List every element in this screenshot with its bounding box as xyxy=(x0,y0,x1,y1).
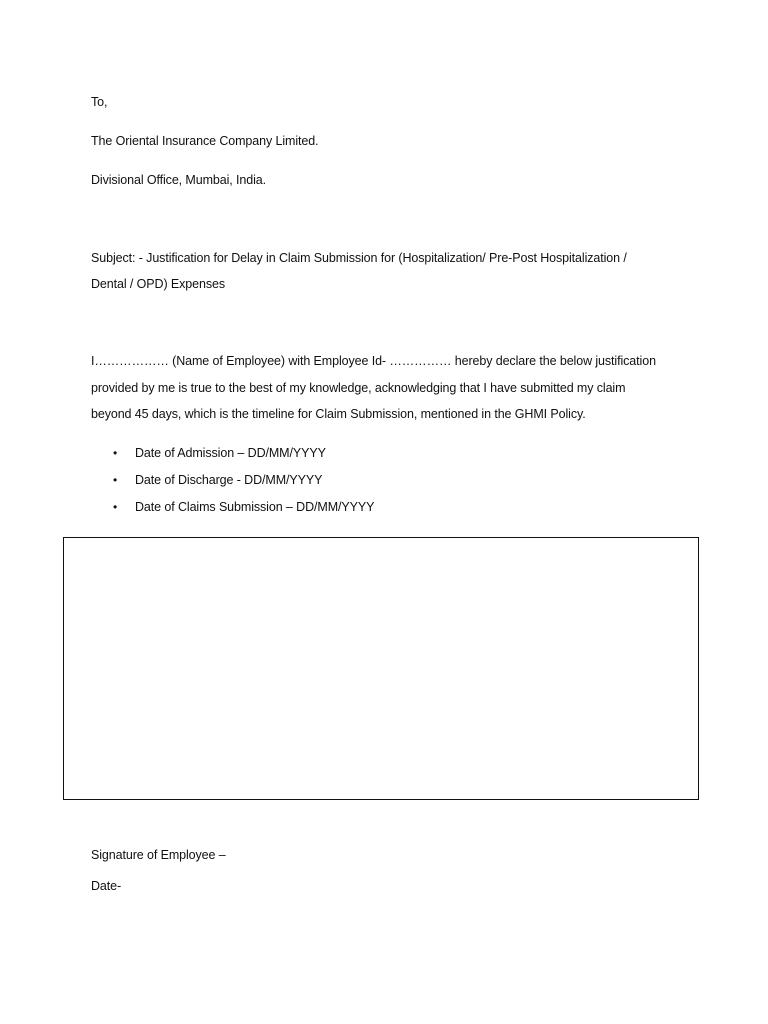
salutation: To, xyxy=(91,95,108,109)
date-list-item-claim-submission xyxy=(113,500,374,514)
subject-line-1: Subject: - Justification for Delay in Claim Submission for (Hospitalization/ Pre-Post Hospitalization / xyxy=(91,251,627,265)
date-admission-text: Date of Admission – DD/MM/YYYY xyxy=(135,446,326,460)
date-label: Date- xyxy=(91,879,122,893)
signature-label: Signature of Employee – xyxy=(91,848,226,862)
date-discharge-text: Date of Discharge - DD/MM/YYYY xyxy=(135,473,323,487)
declaration-line-2: provided by me is true to the best of my knowledge, acknowledging that I have submitted my claim xyxy=(91,381,626,395)
declaration-line-1: I……………… (Name of Employee) with Employee Id- …………… hereby declare the below justification xyxy=(91,354,656,368)
bullet-icon: • xyxy=(113,446,118,460)
recipient-office: Divisional Office, Mumbai, India. xyxy=(91,173,267,187)
bullet-icon: • xyxy=(113,500,118,514)
recipient-company: The Oriental Insurance Company Limited. xyxy=(91,134,319,148)
justification-box[interactable] xyxy=(63,537,699,800)
date-list-item-discharge xyxy=(113,473,322,487)
declaration-line-3: beyond 45 days, which is the timeline for Claim Submission, mentioned in the GHMI Policy. xyxy=(91,407,586,421)
bullet-icon: • xyxy=(113,473,118,487)
subject-line-2: Dental / OPD) Expenses xyxy=(91,277,225,291)
date-list-item-admission xyxy=(113,446,326,460)
date-claim-submission-text: Date of Claims Submission – DD/MM/YYYY xyxy=(135,500,375,514)
